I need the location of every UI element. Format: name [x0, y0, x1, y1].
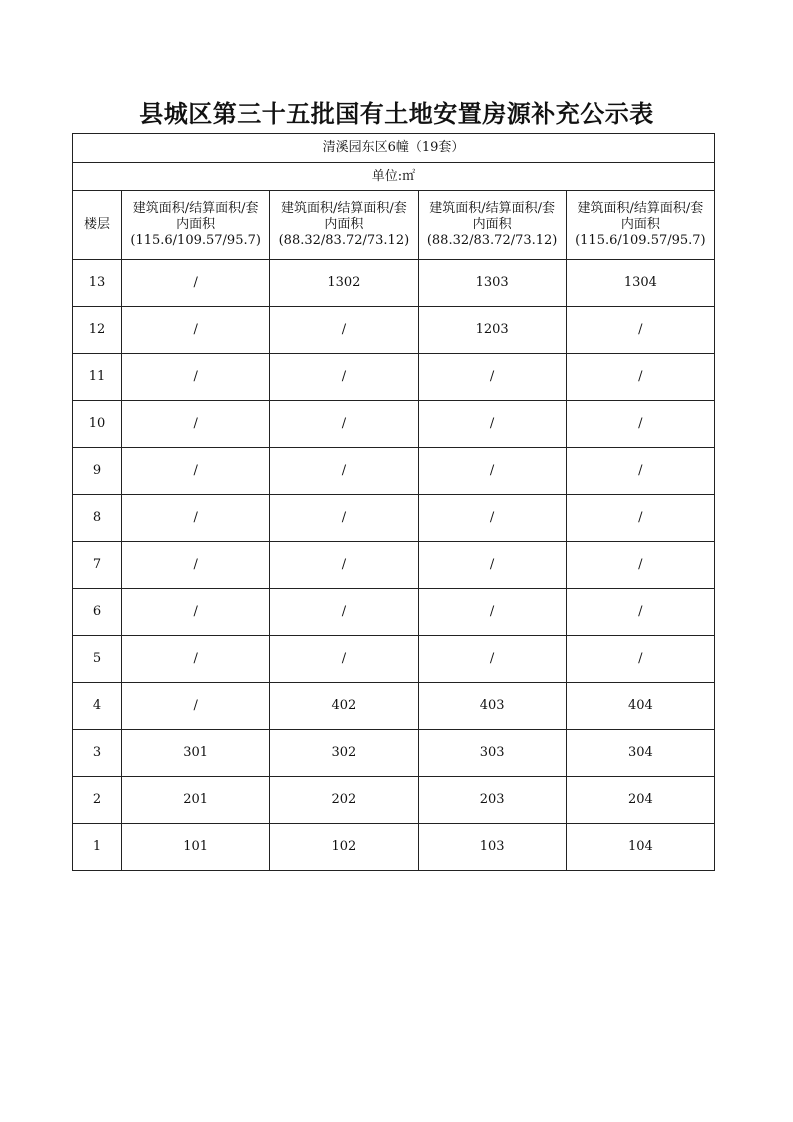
unit-cell: / — [418, 542, 566, 589]
header-column-4 — [566, 191, 714, 260]
unit-cell: / — [418, 589, 566, 636]
unit-cell: / — [566, 354, 714, 401]
unit-cell: / — [122, 636, 270, 683]
unit-cell: / — [566, 589, 714, 636]
header-column-3-line-1: 建筑面积/结算面积/套 — [429, 201, 555, 216]
floor-number: 10 — [73, 401, 122, 448]
header-column-1-line-3: (115.6/109.57/95.7) — [130, 233, 261, 248]
unit-cell: 1303 — [418, 260, 566, 307]
unit-cell: 1203 — [418, 307, 566, 354]
floor-number: 7 — [73, 542, 122, 589]
unit-cell: / — [418, 401, 566, 448]
floor-number: 9 — [73, 448, 122, 495]
header-column-2-line-1: 建筑面积/结算面积/套 — [281, 201, 407, 216]
unit-cell: / — [270, 307, 418, 354]
unit-cell: / — [270, 448, 418, 495]
unit-cell: 203 — [418, 777, 566, 824]
unit-cell: / — [418, 448, 566, 495]
floor-number: 1 — [73, 824, 122, 871]
table-row — [73, 730, 715, 777]
unit-cell: 404 — [566, 683, 714, 730]
table-row — [73, 495, 715, 542]
header-column-3 — [418, 191, 566, 260]
header-column-4-line-2: 内面积 — [620, 217, 660, 232]
unit-cell: 403 — [418, 683, 566, 730]
unit-cell: / — [122, 683, 270, 730]
unit-cell: / — [566, 401, 714, 448]
table-row — [73, 824, 715, 871]
header-column-3-line-2: 内面积 — [472, 217, 512, 232]
unit-cell: / — [418, 495, 566, 542]
header-column-1-line-2: 内面积 — [176, 217, 216, 232]
unit-cell: 104 — [566, 824, 714, 871]
unit-cell: 304 — [566, 730, 714, 777]
unit-cell: 202 — [270, 777, 418, 824]
unit-cell: 103 — [418, 824, 566, 871]
unit-cell: / — [566, 448, 714, 495]
unit-cell: / — [270, 495, 418, 542]
unit-cell: / — [122, 495, 270, 542]
unit-cell: / — [566, 636, 714, 683]
unit-cell: / — [122, 307, 270, 354]
unit-cell: / — [566, 542, 714, 589]
unit-cell: / — [566, 495, 714, 542]
header-column-2-line-3: (88.32/83.72/73.12) — [278, 233, 410, 248]
floor-number: 8 — [73, 495, 122, 542]
unit-cell: 302 — [270, 730, 418, 777]
unit-cell: / — [122, 448, 270, 495]
unit-cell: / — [270, 636, 418, 683]
unit-cell: 101 — [122, 824, 270, 871]
table-row — [73, 683, 715, 730]
table-row — [73, 354, 715, 401]
floor-number: 5 — [73, 636, 122, 683]
table-row — [73, 307, 715, 354]
floor-number: 4 — [73, 683, 122, 730]
header-column-4-line-3: (115.6/109.57/95.7) — [575, 233, 706, 248]
unit-cell: / — [418, 354, 566, 401]
header-floor: 楼层 — [73, 191, 122, 260]
unit-cell: / — [122, 542, 270, 589]
unit-label: 单位:㎡ — [73, 163, 715, 191]
header-column-1 — [122, 191, 270, 260]
floor-number: 2 — [73, 777, 122, 824]
subtitle-row — [73, 134, 715, 163]
unit-cell: / — [270, 589, 418, 636]
table-row — [73, 777, 715, 824]
header-column-4-line-1: 建筑面积/结算面积/套 — [577, 201, 704, 216]
unit-cell: / — [270, 542, 418, 589]
floor-number: 13 — [73, 260, 122, 307]
unit-cell: / — [270, 354, 418, 401]
unit-cell: 102 — [270, 824, 418, 871]
unit-cell: 201 — [122, 777, 270, 824]
building-subtitle: 清溪园东区6幢（19套） — [73, 134, 715, 163]
floor-number: 12 — [73, 307, 122, 354]
floor-number: 3 — [73, 730, 122, 777]
unit-cell: / — [566, 307, 714, 354]
unit-cell: 303 — [418, 730, 566, 777]
header-column-1-line-1: 建筑面积/结算面积/套 — [132, 201, 259, 216]
table-row — [73, 636, 715, 683]
unit-row — [73, 163, 715, 191]
housing-table — [72, 133, 715, 871]
table-row — [73, 542, 715, 589]
floor-number: 11 — [73, 354, 122, 401]
header-column-2-line-2: 内面积 — [324, 217, 364, 232]
table-row — [73, 401, 715, 448]
unit-cell: / — [122, 589, 270, 636]
header-column-2 — [270, 191, 418, 260]
unit-cell: 204 — [566, 777, 714, 824]
unit-cell: / — [270, 401, 418, 448]
unit-cell: 1302 — [270, 260, 418, 307]
unit-cell: 1304 — [566, 260, 714, 307]
table-row — [73, 260, 715, 307]
unit-cell: 402 — [270, 683, 418, 730]
unit-cell: / — [122, 354, 270, 401]
unit-cell: / — [418, 636, 566, 683]
unit-cell: / — [122, 260, 270, 307]
floor-number: 6 — [73, 589, 122, 636]
document-title: 县城区第三十五批国有土地安置房源补充公示表 — [139, 99, 654, 128]
table-row — [73, 448, 715, 495]
header-row — [73, 191, 715, 260]
unit-cell: 301 — [122, 730, 270, 777]
unit-cell: / — [122, 401, 270, 448]
table-row — [73, 589, 715, 636]
header-column-3-line-3: (88.32/83.72/73.12) — [426, 233, 558, 248]
